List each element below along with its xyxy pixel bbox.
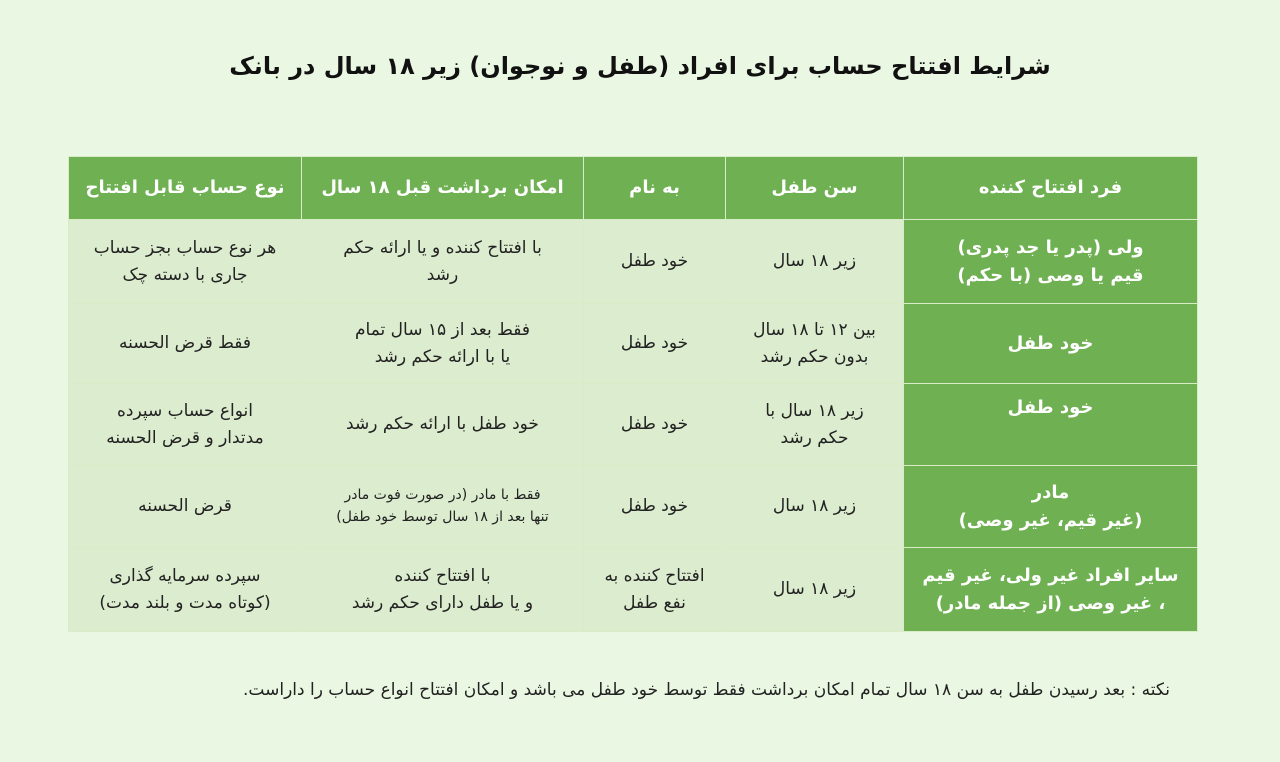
- account-type-cell: انواع حساب سپرده مدتدار و قرض الحسنه: [69, 384, 302, 466]
- account-type-cell: قرض الحسنه: [69, 466, 302, 548]
- account-type-cell: فقط قرض الحسنه: [69, 304, 302, 384]
- name-cell: خود طفل: [584, 304, 726, 384]
- table-row: [69, 220, 1198, 304]
- age-cell: بین ۱۲ تا ۱۸ سال بدون حکم رشد: [726, 304, 904, 384]
- withdrawal-cell: فقط با مادر (در صورت فوت مادر تنها بعد از ۱۸ سال توسط خود طفل): [302, 466, 584, 548]
- name-cell: خود طفل: [584, 220, 726, 304]
- name-cell: خود طفل: [584, 466, 726, 548]
- name-cell: افتتاح کننده به نفع طفل: [584, 548, 726, 632]
- page-title: شرایط افتتاح حساب برای افراد (طفل و نوجوان) زیر ۱۸ سال در بانک: [229, 52, 1051, 80]
- table-row: [69, 304, 1198, 384]
- withdrawal-cell: با افتتاح کننده و یا ارائه حکم رشد: [302, 220, 584, 304]
- header-in-name-of: به نام: [584, 157, 726, 220]
- age-cell: زیر ۱۸ سال: [726, 548, 904, 632]
- withdrawal-cell: با افتتاح کننده و یا طفل دارای حکم رشد: [302, 548, 584, 632]
- age-cell: زیر ۱۸ سال: [726, 466, 904, 548]
- opener-cell: خود طفل: [904, 304, 1198, 384]
- header-account-type: نوع حساب قابل افتتاح: [69, 157, 302, 220]
- opener-cell: خود طفل: [904, 384, 1198, 466]
- opener-cell: مادر (غیر قیم، غیر وصی): [904, 466, 1198, 548]
- account-type-cell: سپرده سرمایه گذاری (کوتاه مدت و بلند مدت): [69, 548, 302, 632]
- table-row: [69, 548, 1198, 632]
- withdrawal-cell: خود طفل با ارائه حکم رشد: [302, 384, 584, 466]
- header-withdrawal: امکان برداشت قبل ۱۸ سال: [302, 157, 584, 220]
- name-cell: خود طفل: [584, 384, 726, 466]
- account-conditions-table-container: [69, 156, 1198, 632]
- withdrawal-cell: فقط بعد از ۱۵ سال تمام یا با ارائه حکم رشد: [302, 304, 584, 384]
- header-opener: فرد افتتاح کننده: [904, 157, 1198, 220]
- table-header-row: [69, 157, 1198, 220]
- footnote: نکته : بعد رسیدن طفل به سن ۱۸ سال تمام امکان برداشت فقط توسط خود طفل می باشد و امکان افتتاح انواع حساب را داراست.: [243, 680, 1170, 700]
- account-conditions-table: [68, 156, 1198, 632]
- table-row: [69, 466, 1198, 548]
- header-child-age: سن طفل: [726, 157, 904, 220]
- opener-cell: ولی (پدر یا جد پدری) قیم یا وصی (با حکم): [904, 220, 1198, 304]
- account-type-cell: هر نوع حساب بجز حساب جاری با دسته چک: [69, 220, 302, 304]
- opener-cell: سایر افراد غیر ولی، غیر قیم ، غیر وصی (از جمله مادر): [904, 548, 1198, 632]
- age-cell: زیر ۱۸ سال: [726, 220, 904, 304]
- age-cell: زیر ۱۸ سال با حکم رشد: [726, 384, 904, 466]
- table-row: [69, 384, 1198, 466]
